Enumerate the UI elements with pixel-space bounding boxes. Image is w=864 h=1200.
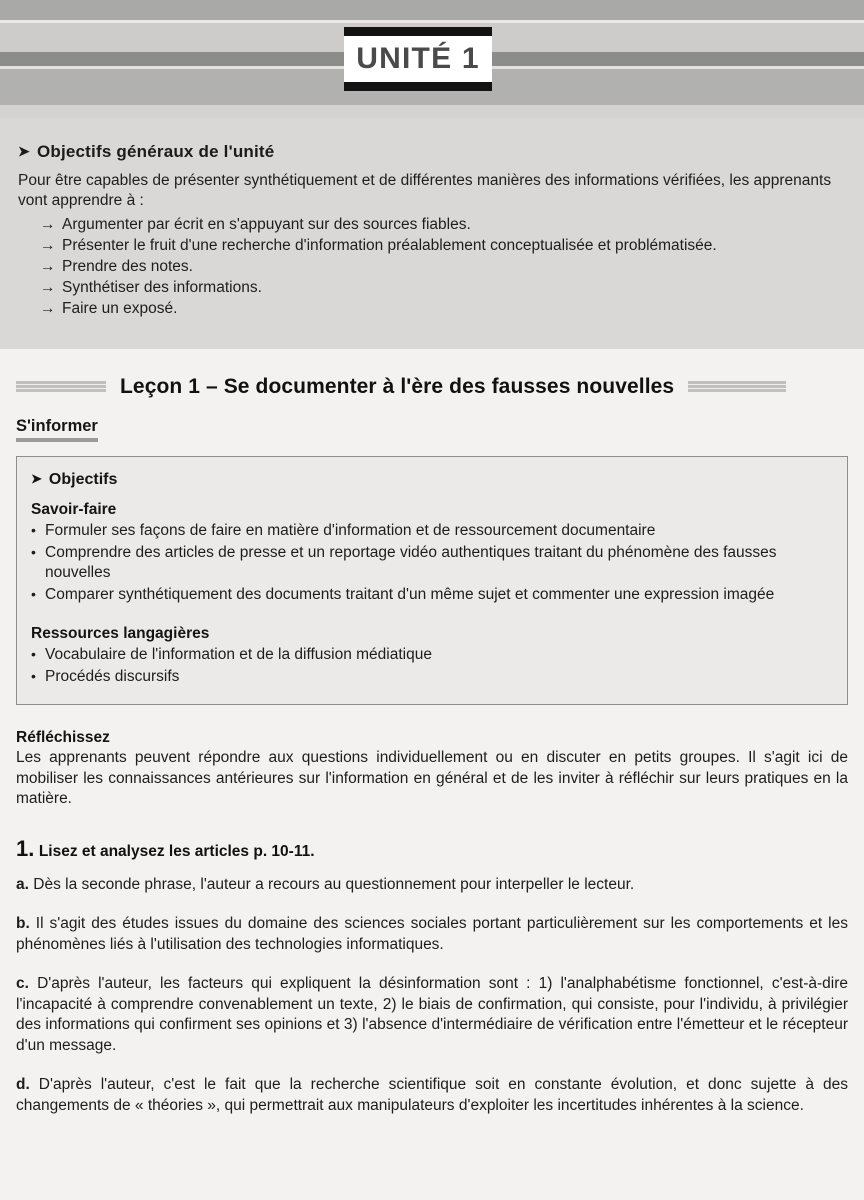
lesson-heading bbox=[0, 349, 864, 399]
ressources-langagieres-heading: Ressources langagières bbox=[31, 625, 210, 642]
list-item bbox=[31, 521, 831, 542]
answer-label: a. bbox=[16, 875, 29, 893]
savoir-faire-heading: Savoir-faire bbox=[31, 501, 117, 518]
reflect-paragraph: Les apprenants peuvent répondre aux questions individuellement ou en discuter en petits groupes. Il s'agit ici de mobiliser les connaissances antérieures sur l'information en général et de les inviter à réfléchir sur leurs pratiques en la matière. bbox=[16, 749, 848, 807]
list-item-label: Vocabulaire de l'information et de la diffusion médiatique bbox=[45, 646, 432, 663]
savoir-faire-list bbox=[31, 521, 831, 605]
exercise-instruction: Lisez et analysez les articles p. 10-11. bbox=[38, 842, 315, 860]
list-item bbox=[40, 214, 846, 235]
bullet-icon: • bbox=[31, 667, 36, 684]
list-item bbox=[31, 667, 831, 688]
objectives-box-title-text: Objectifs bbox=[48, 471, 118, 488]
list-item-label: Synthétiser des informations. bbox=[62, 279, 262, 296]
objectives-box-title bbox=[31, 471, 831, 489]
list-item bbox=[40, 277, 846, 298]
objectives-box bbox=[16, 456, 848, 705]
ressources-langagieres-list bbox=[31, 645, 831, 687]
answer-item bbox=[16, 974, 848, 1056]
answer-text: D'après l'auteur, c'est le fait que la recherche scientifique soit en constante évolution, et donc sujette à des changements de « théories », qui permettrait aux manipulateurs d'exploiter les incertitudes inhérentes à la science. bbox=[16, 1076, 848, 1114]
arrow-right-icon: → bbox=[40, 279, 56, 296]
answer-item bbox=[16, 875, 848, 896]
answer-label: c. bbox=[16, 975, 29, 992]
arrow-right-icon: → bbox=[40, 300, 56, 317]
banner-stripe-7 bbox=[0, 105, 864, 118]
bullet-icon: • bbox=[31, 522, 36, 538]
bullet-icon: • bbox=[31, 646, 36, 662]
general-objectives-list bbox=[18, 214, 846, 319]
section-heading-sinformer: S'informer bbox=[16, 417, 98, 442]
list-item bbox=[31, 645, 831, 666]
unit-label: UNITÉ 1 bbox=[356, 42, 480, 75]
general-objectives-panel bbox=[0, 118, 864, 349]
list-item-label: Comparer synthétiquement des documents traitant d'un même sujet et commenter une expression imagée bbox=[45, 585, 775, 603]
answer-item bbox=[16, 914, 848, 955]
reflect-heading: Réfléchissez bbox=[16, 729, 110, 746]
list-item-label: Formuler ses façons de faire en matière d'information et de ressourcement documentaire bbox=[45, 522, 656, 539]
section-heading-wrap bbox=[0, 399, 864, 442]
triangle-marker-icon: ➤ bbox=[31, 471, 42, 486]
arrow-right-icon: → bbox=[40, 237, 56, 254]
arrow-right-icon: → bbox=[40, 216, 56, 233]
unit-badge bbox=[344, 27, 492, 91]
list-item-label: Prendre des notes. bbox=[62, 258, 193, 275]
exercise-number: 1. bbox=[16, 835, 35, 861]
exercise-heading bbox=[16, 836, 848, 862]
list-item bbox=[31, 585, 831, 606]
answer-text: Dès la seconde phrase, l'auteur a recours au questionnement pour interpeller le lecteur. bbox=[33, 875, 635, 893]
list-item bbox=[40, 256, 846, 277]
list-item-label: Argumenter par écrit en s'appuyant sur des sources fiables. bbox=[62, 216, 471, 233]
arrow-right-icon: → bbox=[40, 258, 56, 275]
bullet-icon: • bbox=[31, 543, 36, 560]
answer-item bbox=[16, 1075, 848, 1116]
bullet-icon: • bbox=[31, 585, 36, 602]
list-item-label: Procédés discursifs bbox=[45, 667, 180, 685]
lesson-title: Leçon 1 – Se documenter à l'ère des fausses nouvelles bbox=[120, 375, 675, 398]
general-objectives-lead: Pour être capables de présenter synthétiquement et de différentes manières des informations vérifiées, les apprenants vont apprendre à : bbox=[18, 172, 832, 209]
list-item bbox=[40, 298, 846, 319]
answer-text: Il s'agit des études issues du domaine des sciences sociales portant particulièrement sur les comportements et les phénomènes liés à l'utilisation des technologies informatiques. bbox=[16, 915, 848, 953]
list-item-label: Présenter le fruit d'une recherche d'information préalablement conceptualisée et problématisée. bbox=[62, 237, 717, 254]
list-item bbox=[40, 235, 846, 256]
answer-label: b. bbox=[16, 915, 30, 932]
reflect-section bbox=[0, 729, 864, 1116]
page-banner bbox=[0, 0, 864, 118]
answer-label: d. bbox=[16, 1076, 30, 1093]
list-item-label: Faire un exposé. bbox=[62, 300, 178, 317]
general-objectives-title bbox=[18, 142, 846, 162]
list-item bbox=[31, 543, 831, 584]
answer-text: D'après l'auteur, les facteurs qui expliquent la désinformation sont : 1) l'analphabétisme fonctionnel, c'est-à-dire l'incapacité à comprendre convenablement un texte, 2) le biais de confirmation, qui consiste, pour l'individu, à privilégier des informations qui confirment ses opinions et 3) l'absence d'intermédiaire de vérification entre l'émetteur et le récepteur d'un message. bbox=[16, 975, 848, 1054]
general-objectives-title-text: Objectifs généraux de l'unité bbox=[36, 142, 275, 161]
decorative-rule-left bbox=[16, 381, 106, 393]
list-item-label: Comprendre des articles de presse et un reportage vidéo authentiques traitant du phénomène des fausses nouvelles bbox=[45, 543, 777, 581]
banner-stripe-1 bbox=[0, 0, 864, 20]
triangle-marker-icon: ➤ bbox=[18, 143, 30, 159]
decorative-rule-right bbox=[688, 381, 786, 393]
